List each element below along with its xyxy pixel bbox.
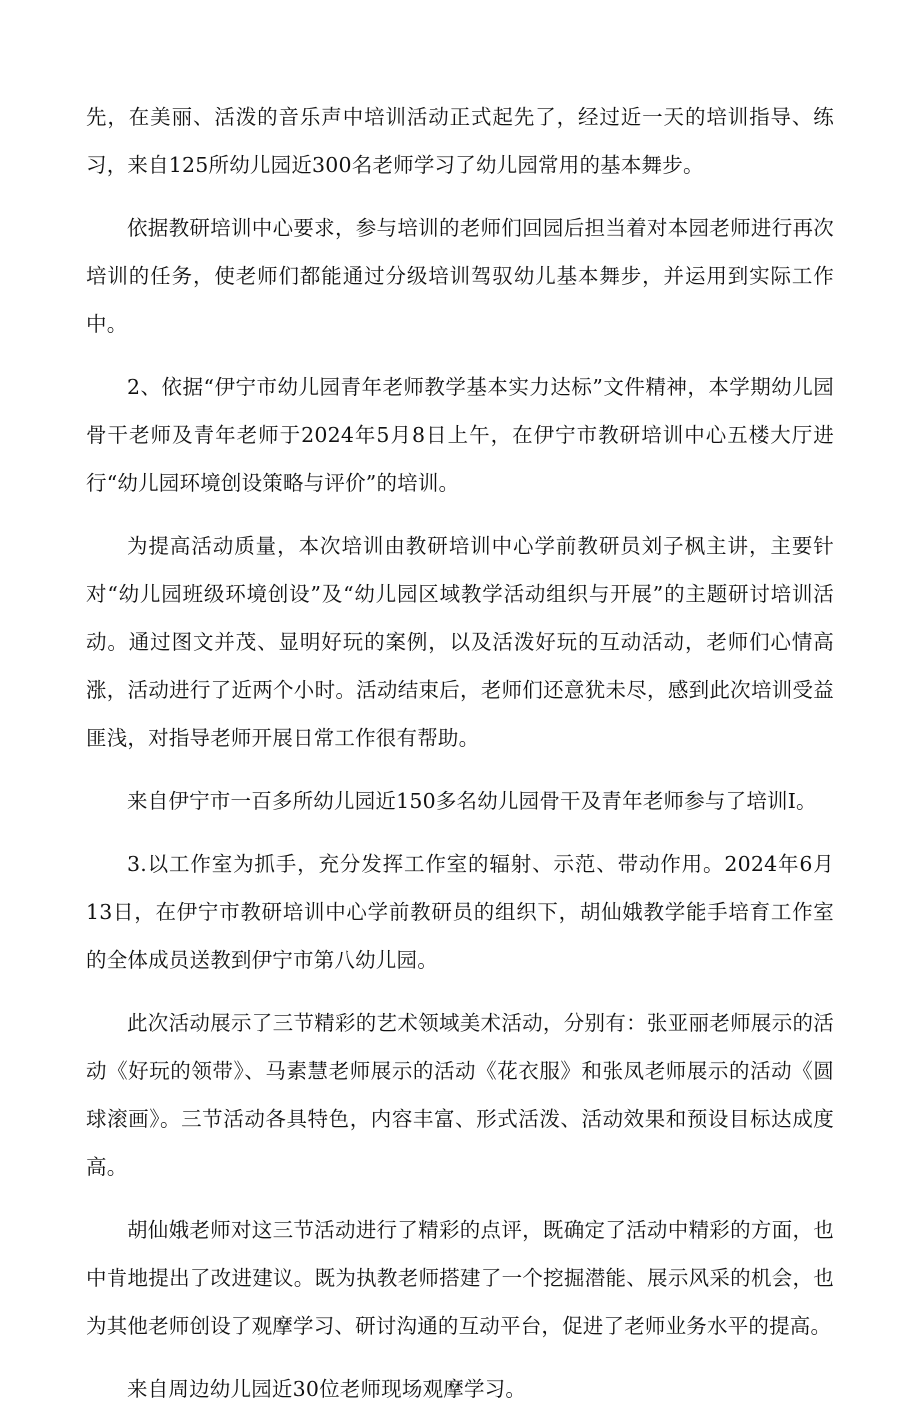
paragraph-3: 2、依据“伊宁市幼儿园青年老师教学基本实力达标”文件精神，本学期幼儿园骨干老师及青年老师于2024年5月8日上午，在伊宁市教研培训中心五楼大厅进行“幼儿园环境创设策略与评价”的培训。	[86, 375, 834, 495]
paragraph-1: 先，在美丽、活泼的音乐声中培训活动正式起先了，经过近一天的培训指导、练习，来自125所幼儿园近300名老师学习了幼儿园常用的基本舞步。	[86, 105, 834, 177]
paragraph-7: 此次活动展示了三节精彩的艺术领域美术活动，分别有：张亚丽老师展示的活动《好玩的领带》、马素慧老师展示的活动《花衣服》和张凤老师展示的活动《圆球滚画》。三节活动各具特色，内容丰富、形式活泼、活动效果和预设目标达成度高。	[86, 1011, 834, 1179]
document-body	[86, 93, 834, 1428]
paragraph-6: 3.以工作室为抓手，充分发挥工作室的辐射、示范、带动作用。2024年6月13日，在伊宁市教研培训中心学前教研员的组织下，胡仙娥教学能手培育工作室的全体成员送教到伊宁市第八幼儿园。	[86, 852, 834, 972]
paragraph-4: 为提高活动质量，本次培训由教研培训中心学前教研员刘子枫主讲，主要针对“幼儿园班级环境创设”及“幼儿园区域教学活动组织与开展”的主题研讨培训活动。通过图文并茂、显明好玩的案例，以及活泼好玩的互动活动，老师们心情高涨，活动进行了近两个小时。活动结束后，老师们还意犹未尽，感到此次培训受益匪浅，对指导老师开展日常工作很有帮助。	[86, 534, 834, 750]
paragraph-9: 来自周边幼儿园近30位老师现场观摩学习。	[127, 1377, 527, 1401]
paragraph-2: 依据教研培训中心要求，参与培训的老师们回园后担当着对本园老师进行再次培训的任务，使老师们都能通过分级培训驾驭幼儿基本舞步，并运用到实际工作中。	[86, 216, 834, 336]
paragraph-5: 来自伊宁市一百多所幼儿园近150多名幼儿园骨干及青年老师参与了培训I。	[127, 789, 817, 813]
paragraph-8: 胡仙娥老师对这三节活动进行了精彩的点评，既确定了活动中精彩的方面，也中肯地提出了改进建议。既为执教老师搭建了一个挖掘潜能、展示风采的机会，也为其他老师创设了观摩学习、研讨沟通的互动平台，促进了老师业务水平的提高。	[86, 1218, 834, 1338]
